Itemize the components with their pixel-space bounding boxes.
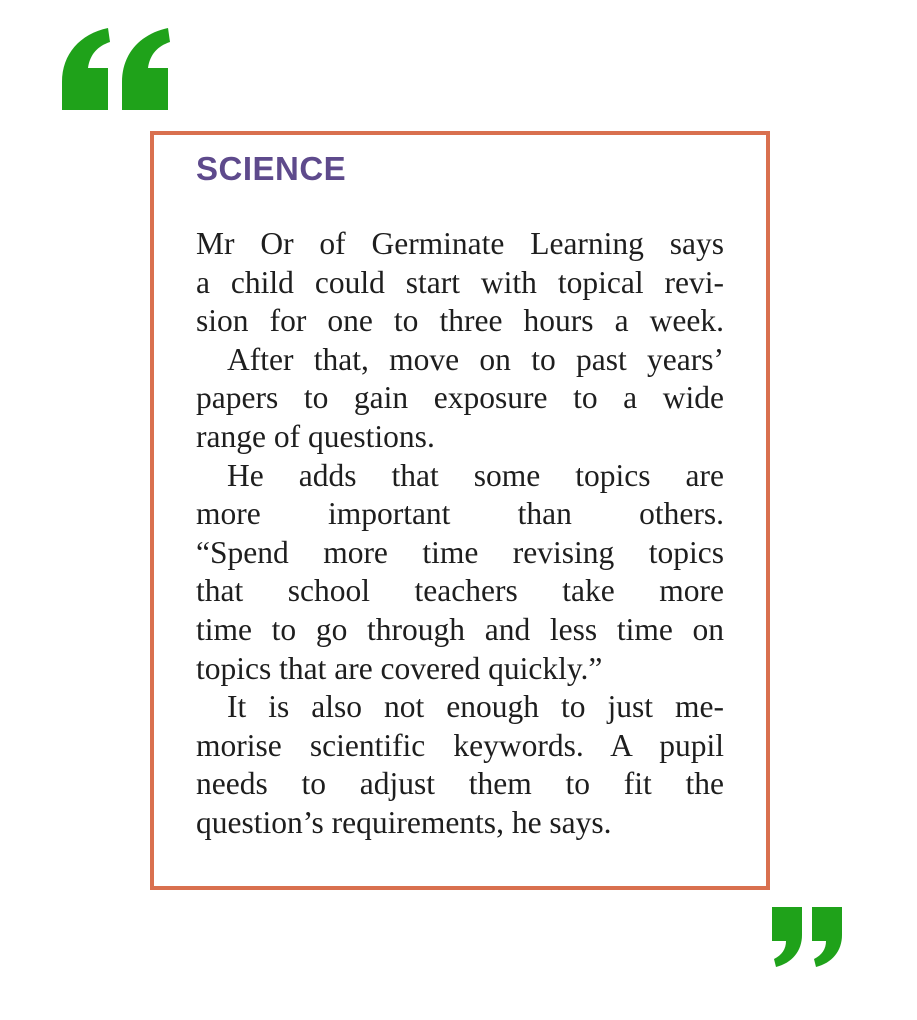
text-line: more important than others. [196, 496, 724, 532]
text-line: time to go through and less time on [196, 611, 724, 647]
open-quote-icon [58, 24, 170, 112]
paragraph [196, 225, 724, 341]
paragraph [196, 341, 724, 457]
text-line: papers to gain exposure to a wide [196, 380, 724, 416]
text-line: needs to adjust them to fit the [196, 766, 724, 802]
science-tip-box [150, 131, 770, 890]
text-line: that school teachers take more [196, 573, 724, 609]
text-line: Mr Or of Germinate Learning says [196, 226, 724, 261]
text-line: topics that are covered quickly.” [196, 650, 603, 686]
text-line: sion for one to three hours a week. [196, 303, 724, 339]
text-line: He adds that some topics are [227, 457, 724, 493]
text-line: question’s requirements, he says. [196, 804, 612, 840]
text-line: a child could start with topical revi- [196, 264, 724, 300]
close-quote-icon [768, 905, 846, 969]
text-line: range of questions. [196, 418, 435, 454]
article-body [196, 225, 724, 843]
text-line: It is also not enough to just me- [227, 689, 724, 725]
text-line: After that, move on to past years’ [227, 341, 724, 377]
text-line: morise scientific keywords. A pupil [196, 727, 724, 763]
paragraph [196, 688, 724, 842]
paragraph [196, 457, 724, 689]
text-line: “Spend more time revising topics [196, 534, 724, 570]
section-heading: SCIENCE [196, 150, 347, 187]
